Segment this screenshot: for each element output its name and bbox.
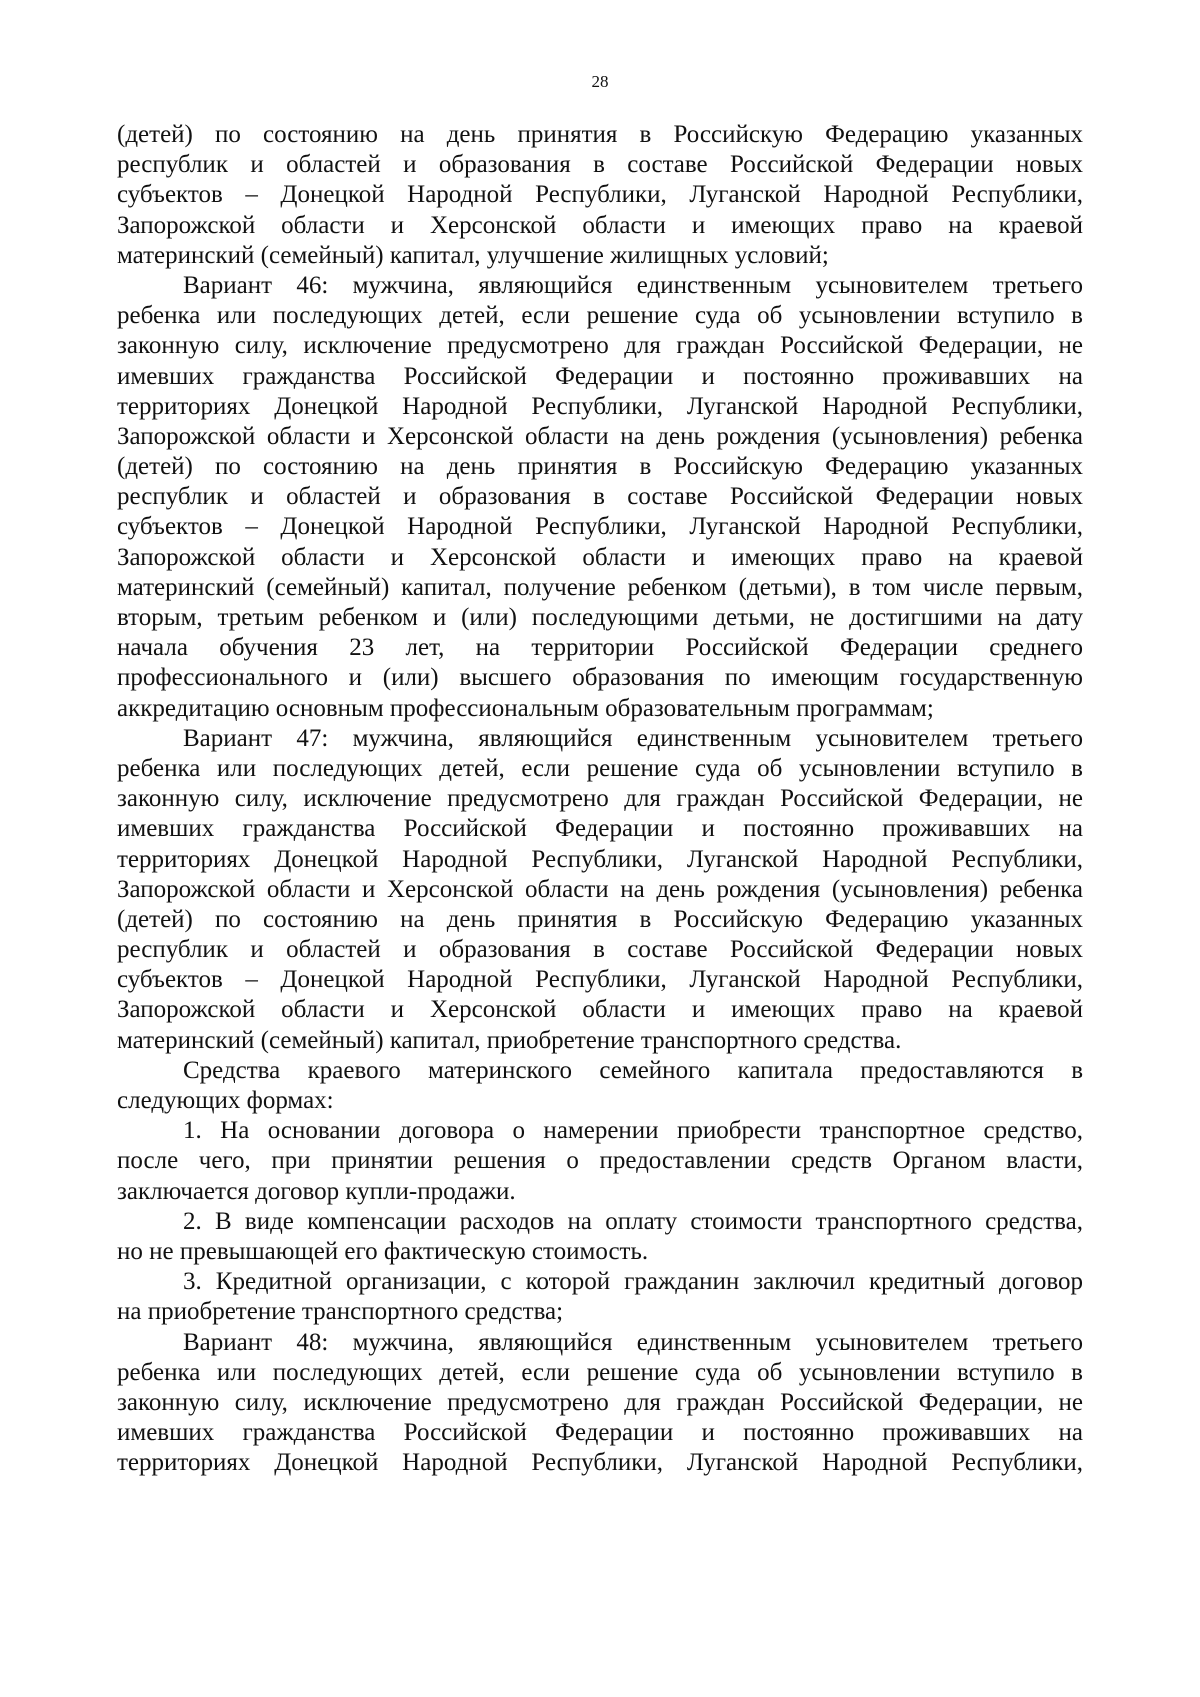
text-line: имевших гражданства Российской Федерации и постоянно проживавших на: [117, 815, 1083, 843]
text-line: но не превышающей его фактическую стоимость.: [117, 1237, 649, 1265]
text-line: законную силу, исключение предусмотрено для граждан Российской Федерации, не: [117, 332, 1083, 360]
text-line: Запорожской области и Херсонской области и имеющих право на краевой: [117, 996, 1083, 1024]
text-line: законную силу, исключение предусмотрено для граждан Российской Федерации, не: [117, 785, 1083, 813]
text-line: начала обучения 23 лет, на территории Российской Федерации среднего: [117, 634, 1083, 662]
page-number: 28: [591, 72, 609, 91]
text-line: территориях Донецкой Народной Республики, Луганской Народной Республики,: [117, 1449, 1083, 1477]
text-line: (детей) по состоянию на день принятия в Российскую Федерацию указанных: [117, 121, 1083, 148]
text-line: законную силу, исключение предусмотрено для граждан Российской Федерации, не: [117, 1388, 1083, 1416]
text-line: субъектов – Донецкой Народной Республики, Луганской Народной Республики,: [117, 966, 1083, 994]
text-line: республик и областей и образования в составе Российской Федерации новых: [117, 151, 1083, 179]
text-line: территориях Донецкой Народной Республики, Луганской Народной Республики,: [117, 845, 1083, 873]
text-line: после чего, при принятии решения о предоставлении средств Органом власти,: [117, 1147, 1083, 1175]
text-line: субъектов – Донецкой Народной Республики, Луганской Народной Республики,: [117, 181, 1083, 209]
text-line: (детей) по состоянию на день принятия в Российскую Федерацию указанных: [117, 453, 1083, 481]
text-line: республик и областей и образования в составе Российской Федерации новых: [117, 936, 1083, 964]
text-line: 1. На основании договора о намерении приобрести транспортное средство,: [183, 1117, 1083, 1145]
text-line: Запорожской области и Херсонской области и имеющих право на краевой: [117, 211, 1083, 239]
text-line: Запорожской области и Херсонской области на день рождения (усыновления) ребенка: [117, 422, 1083, 450]
text-line: вторым, третьим ребенком и (или) последующими детьми, не достигшими на дату: [117, 604, 1083, 631]
text-line: территориях Донецкой Народной Республики, Луганской Народной Республики,: [117, 392, 1083, 420]
text-line: на приобретение транспортного средства;: [117, 1298, 564, 1326]
text-line: ребенка или последующих детей, если решение суда об усыновлении вступило в: [117, 1358, 1083, 1386]
text-line: 2. В виде компенсации расходов на оплату стоимости транспортного средства,: [183, 1207, 1083, 1235]
text-line: ребенка или последующих детей, если решение суда об усыновлении вступило в: [117, 302, 1083, 330]
text-line: Вариант 47: мужчина, являющийся единственным усыновителем третьего: [183, 724, 1083, 752]
text-line: Вариант 46: мужчина, являющийся единственным усыновителем третьего: [183, 271, 1083, 299]
text-line: Вариант 48: мужчина, являющийся единственным усыновителем третьего: [183, 1328, 1083, 1356]
text-line: заключается договор купли-продажи.: [117, 1177, 516, 1205]
text-line: материнский (семейный) капитал, получение ребенком (детьми), в том числе первым,: [117, 573, 1083, 601]
text-line: субъектов – Донецкой Народной Республики, Луганской Народной Республики,: [117, 513, 1083, 541]
document-body: [117, 120, 1083, 1478]
text-line: Запорожской области и Херсонской области на день рождения (усыновления) ребенка: [117, 875, 1083, 903]
text-line: имевших гражданства Российской Федерации и постоянно проживавших на: [117, 1419, 1083, 1447]
text-line: Запорожской области и Херсонской области и имеющих право на краевой: [117, 543, 1083, 571]
text-line: материнский (семейный) капитал, приобретение транспортного средства.: [117, 1026, 902, 1054]
text-line: аккредитацию основным профессиональным образовательным программам;: [117, 694, 934, 722]
text-line: материнский (семейный) капитал, улучшение жилищных условий;: [117, 241, 829, 269]
text-line: 3. Кредитной организации, с которой гражданин заключил кредитный договор: [183, 1268, 1083, 1296]
text-line: Средства краевого материнского семейного капитала предоставляются в: [183, 1056, 1083, 1084]
text-line: профессионального и (или) высшего образования по имеющим государственную: [117, 664, 1083, 692]
text-line: ребенка или последующих детей, если решение суда об усыновлении вступило в: [117, 754, 1083, 782]
text-line: республик и областей и образования в составе Российской Федерации новых: [117, 483, 1083, 511]
text-line: (детей) по состоянию на день принятия в Российскую Федерацию указанных: [117, 905, 1083, 933]
text-line: имевших гражданства Российской Федерации и постоянно проживавших на: [117, 362, 1083, 390]
text-line: следующих формах:: [117, 1087, 334, 1114]
